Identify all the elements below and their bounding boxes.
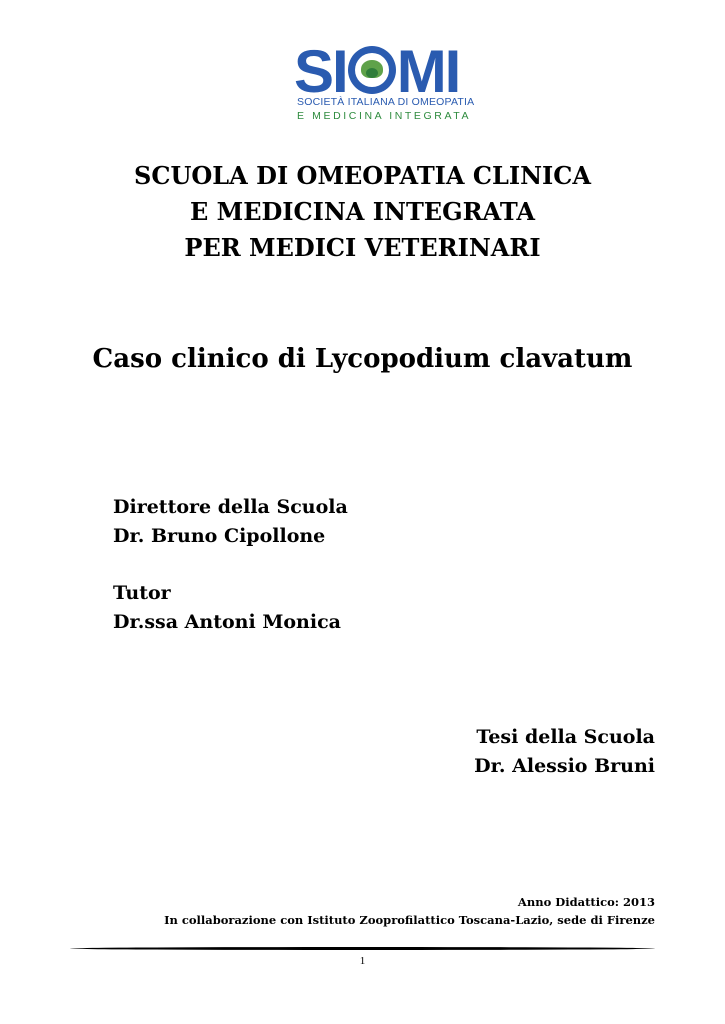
collaboration-note: In collaborazione con Istituto Zooprofilattico Toscana-Lazio, sede di Firenze bbox=[164, 913, 655, 927]
siomi-logo bbox=[294, 38, 484, 124]
case-title: Caso clinico di Lycopodium clavatum bbox=[92, 344, 633, 374]
tutor-name: Dr.ssa Antoni Monica bbox=[113, 611, 341, 633]
director-name: Dr. Bruno Cipollone bbox=[113, 525, 326, 547]
page-number: 1 bbox=[359, 955, 366, 967]
school-title-line-3: PER MEDICI VETERINARI bbox=[184, 233, 541, 262]
school-title-line-1: SCUOLA DI OMEOPATIA CLINICA bbox=[134, 161, 591, 190]
director-block bbox=[113, 493, 348, 551]
thesis-author: Dr. Alessio Bruni bbox=[474, 755, 655, 777]
logo-word-end: MI bbox=[396, 38, 460, 105]
thesis-block bbox=[474, 723, 655, 781]
director-role: Direttore della Scuola bbox=[113, 496, 348, 518]
footer-notes bbox=[164, 893, 655, 929]
tutor-role: Tutor bbox=[113, 582, 171, 604]
tutor-block bbox=[113, 579, 341, 637]
logo-tagline-2: E MEDICINA INTEGRATA bbox=[297, 110, 472, 122]
footer-rule bbox=[70, 947, 655, 950]
logo-word-start: SI bbox=[294, 38, 347, 105]
logo-globe-icon bbox=[348, 46, 396, 94]
academic-year: Anno Didattico: 2013 bbox=[517, 895, 655, 909]
school-title bbox=[0, 158, 725, 266]
thesis-role: Tesi della Scuola bbox=[476, 726, 655, 748]
school-title-line-2: E MEDICINA INTEGRATA bbox=[189, 197, 536, 226]
logo-tagline-1: SOCIETÀ ITALIANA DI OMEOPATIA bbox=[297, 96, 475, 108]
